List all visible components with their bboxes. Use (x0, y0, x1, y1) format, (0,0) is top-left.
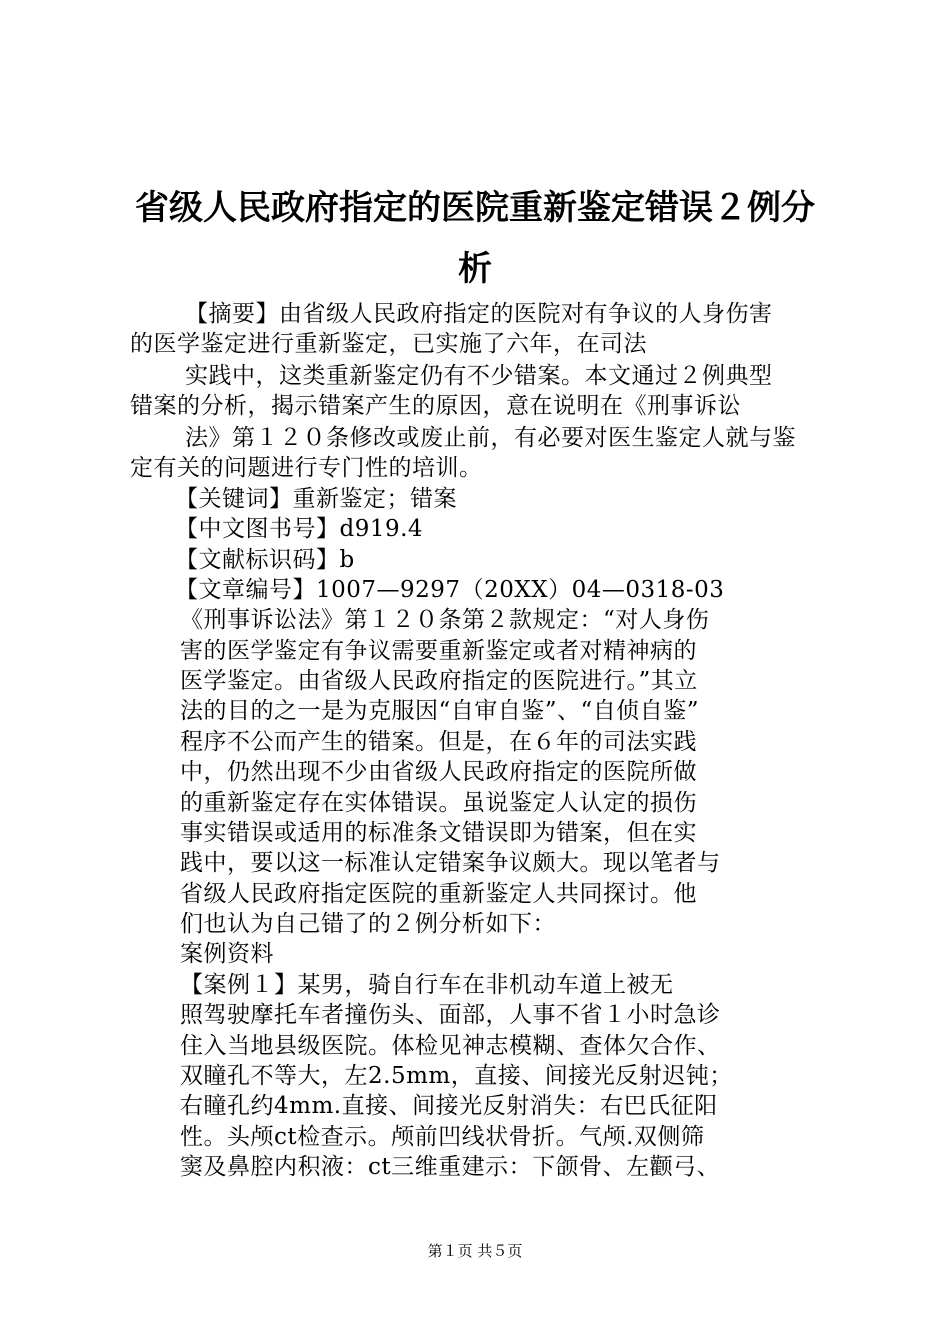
abstract-line: 法》第１２０条修改或废止前，有必要对医生鉴定人就与鉴 (185, 425, 796, 451)
body-line: 省级人民政府指定医院的重新鉴定人共同探讨。他 (180, 881, 697, 907)
article-number: 【文章编号】1007—9297（20XX）04—0318-03 (175, 577, 725, 603)
body-line: 《刑事诉讼法》第１２０条第２款规定：“对人身伤 (180, 607, 710, 633)
body-line: 窦及鼻腔内积液：ct三维重建示：下颌骨、左颧弓、 (180, 1154, 721, 1180)
body-line: 的重新鉴定存在实体错误。虽说鉴定人认定的损伤 (180, 790, 697, 816)
document-code: 【文献标识码】b (175, 547, 355, 573)
body-line: 事实错误或适用的标准条文错误即为错案，但在实 (180, 820, 697, 846)
body-line: 【案例１】某男，骑自行车在非机动车道上被无 (180, 972, 674, 998)
abstract-line: 的医学鉴定进行重新鉴定，已实施了六年，在司法 (130, 331, 647, 357)
clc-number: 【中文图书号】d919.4 (175, 516, 424, 542)
document-title-line-2: 析 (458, 249, 492, 289)
body-line: 性。头颅ct检查示。颅前凹线状骨折。气颅.双侧筛 (180, 1124, 705, 1150)
body-line: 害的医学鉴定有争议需要重新鉴定或者对精神病的 (180, 638, 697, 664)
body-line: 程序不公而产生的错案。但是，在６年的司法实践 (180, 729, 697, 755)
abstract-line: 【摘要】由省级人民政府指定的医院对有争议的人身伤害 (185, 301, 773, 327)
abstract-line: 定有关的问题进行专门性的培训。 (130, 455, 483, 481)
page-number-footer: 第１页 共５页 (427, 1242, 523, 1260)
body-line: 法的目的之一是为克服因“自审自鉴”、“自侦自鉴” (180, 698, 700, 724)
body-line: 双瞳孔不等大，左2.5mm，直接、间接光反射迟钝； (180, 1063, 733, 1089)
document-title-line-1: 省级人民政府指定的医院重新鉴定错误２例分 (135, 188, 815, 228)
body-line: 医学鉴定。由省级人民政府指定的医院进行。”其立 (180, 668, 698, 694)
body-line: 住入当地县级医院。体检见神志模糊、查体欠合作、 (180, 1033, 721, 1059)
section-heading: 案例资料 (180, 941, 274, 967)
body-line: 照驾驶摩托车者撞伤头、面部，人事不省１小时急诊 (180, 1002, 721, 1028)
body-line: 中，仍然出现不少由省级人民政府指定的医院所做 (180, 759, 697, 785)
keywords: 【关键词】重新鉴定；错案 (175, 486, 457, 512)
abstract-line: 错案的分析，揭示错案产生的原因，意在说明在《刑事诉讼 (130, 393, 741, 419)
body-line: 践中，要以这一标准认定错案争议颇大。现以笔者与 (180, 850, 721, 876)
body-line: 右瞳孔约4mm.直接、间接光反射消失：右巴氏征阳 (180, 1093, 718, 1119)
body-line: 们也认为自己错了的２例分析如下： (180, 911, 556, 937)
abstract-line: 实践中，这类重新鉴定仍有不少错案。本文通过２例典型 (185, 363, 773, 389)
